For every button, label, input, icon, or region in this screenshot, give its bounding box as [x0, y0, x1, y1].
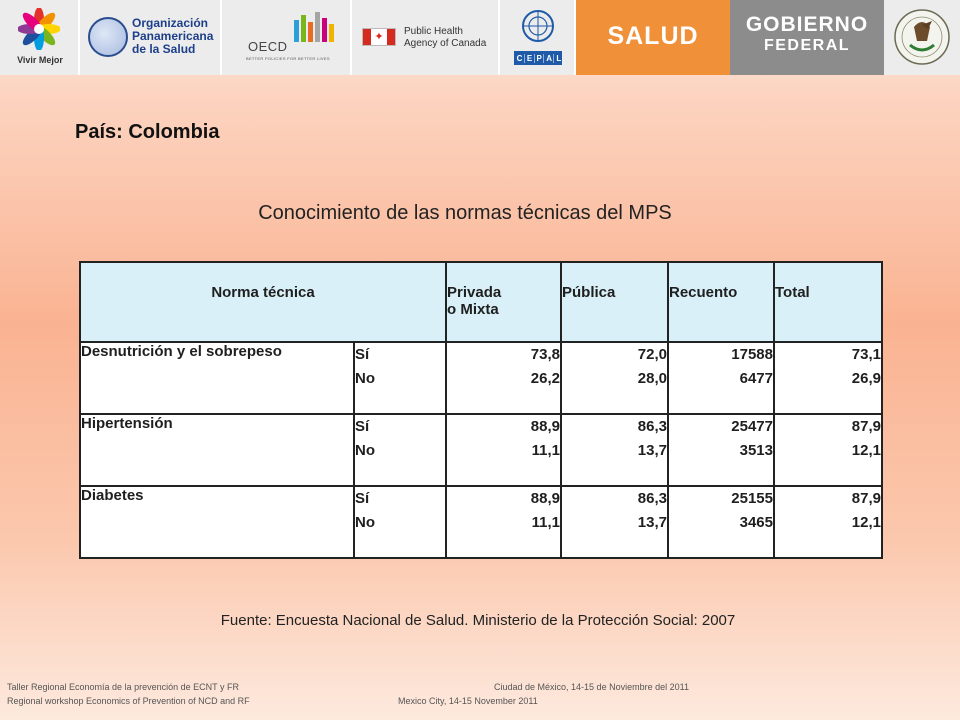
recuento-cell [668, 414, 774, 486]
response-no: No [355, 370, 375, 387]
phac-line-1: Public Health [404, 26, 463, 37]
value: 86,3 [637, 418, 667, 435]
value: 25155 [731, 490, 773, 507]
recuento-cell [668, 342, 774, 414]
column-header: Pública [561, 262, 668, 342]
value: 86,3 [637, 490, 667, 507]
footer-right-2: Mexico City, 14-15 November 2011 [398, 696, 538, 706]
privada-cell [446, 342, 561, 414]
vivir-mejor-logo [0, 0, 80, 75]
phac-line-2: Agency of Canada [404, 38, 487, 49]
cepal-letter: C [516, 53, 523, 63]
source-note: Fuente: Encuesta Nacional de Salud. Ministerio de la Protección Social: 2007 [220, 612, 736, 629]
ops-line-2: Panamericana [132, 29, 214, 43]
vivir-mejor-text: Vivir Mejor [17, 55, 63, 65]
total-cell [774, 342, 882, 414]
ops-logo [80, 0, 222, 75]
cepal-letter: L [553, 54, 561, 63]
ops-name [132, 17, 213, 56]
value: 3513 [739, 442, 773, 459]
response-no: No [355, 514, 375, 531]
publica-cell [561, 414, 668, 486]
total-cell [774, 486, 882, 558]
value: 13,7 [637, 514, 667, 531]
response-cell [354, 486, 446, 558]
norma-cell: Desnutrición y el sobrepeso [80, 342, 354, 414]
value: 73,8 [530, 346, 560, 363]
value: 6477 [739, 370, 773, 387]
vivir-mejor-flower-icon [18, 8, 60, 50]
value: 13,7 [637, 442, 667, 459]
table-row [80, 342, 882, 414]
value: 12,1 [851, 442, 881, 459]
ops-globe-icon [88, 17, 128, 57]
footer-right-1: Ciudad de México, 14-15 de Noviembre del 2011 [494, 682, 689, 692]
publica-cell [561, 486, 668, 558]
value: 87,9 [851, 490, 881, 507]
un-emblem-icon [520, 8, 556, 44]
response-cell [354, 414, 446, 486]
table-row [80, 414, 882, 486]
cepal-letters [514, 51, 562, 65]
value: 88,9 [530, 490, 560, 507]
gobierno-line: GOBIERNO [745, 13, 869, 36]
ops-line-1: Organización [132, 16, 209, 30]
publica-cell [561, 342, 668, 414]
value: 12,1 [851, 514, 881, 531]
footer-left [7, 680, 250, 708]
value: 11,1 [531, 514, 560, 531]
cepal-logo [500, 0, 576, 75]
privada-cell [446, 486, 561, 558]
phac-logo [352, 0, 500, 75]
value: 26,9 [851, 370, 881, 387]
value: 17588 [731, 346, 773, 363]
column-header: Total [774, 262, 882, 342]
column-header: Norma técnica [80, 262, 446, 342]
response-si: Sí [355, 490, 370, 507]
table-title: Conocimiento de las normas técnicas del MPS [258, 202, 672, 224]
cepal-letter: A [543, 54, 552, 63]
column-header: Recuento [668, 262, 774, 342]
norma-cell: Hipertensión [80, 414, 354, 486]
value: 87,9 [851, 418, 881, 435]
gobierno-federal-logo [730, 0, 884, 75]
response-no: No [355, 442, 375, 459]
oecd-text: OECD [248, 39, 288, 54]
value: 88,9 [530, 418, 560, 435]
oecd-logo [222, 0, 352, 75]
oecd-bars-icon [244, 12, 344, 42]
column-header: Privada o Mixta [446, 262, 561, 342]
value: 28,0 [637, 370, 667, 387]
country-label: País: Colombia [75, 121, 220, 143]
value: 11,1 [531, 442, 560, 459]
table-row [80, 486, 882, 558]
oecd-tagline: BETTER POLICIES FOR BETTER LIVES [246, 56, 330, 61]
value: 72,0 [637, 346, 667, 363]
footer-line: Taller Regional Economía de la prevención de ECNT y FR [7, 682, 239, 692]
footer-line: Regional workshop Economics of Prevention of NCD and RF [7, 696, 250, 706]
federal-line: FEDERAL [763, 37, 851, 54]
response-si: Sí [355, 346, 370, 363]
norms-table [79, 261, 883, 559]
value: 25477 [731, 418, 773, 435]
table-header-row [80, 262, 882, 342]
mexico-seal-icon [892, 5, 952, 69]
value: 26,2 [530, 370, 560, 387]
logo-strip [0, 0, 960, 75]
canada-flag-icon: ✦ [362, 28, 396, 46]
privada-cell [446, 414, 561, 486]
recuento-cell [668, 486, 774, 558]
response-si: Sí [355, 418, 370, 435]
cepal-letter: E [524, 54, 532, 63]
norma-cell: Diabetes [80, 486, 354, 558]
value: 3465 [739, 514, 773, 531]
salud-logo [576, 0, 730, 75]
mexico-seal-logo [884, 0, 960, 75]
ops-line-3: de la Salud [132, 42, 196, 56]
gobierno-federal-text [730, 14, 884, 56]
salud-text: SALUD [607, 22, 699, 50]
value: 73,1 [851, 346, 881, 363]
norms-table-container [79, 261, 881, 557]
phac-name [404, 26, 486, 50]
total-cell [774, 414, 882, 486]
response-cell [354, 342, 446, 414]
cepal-letter: P [534, 54, 542, 63]
